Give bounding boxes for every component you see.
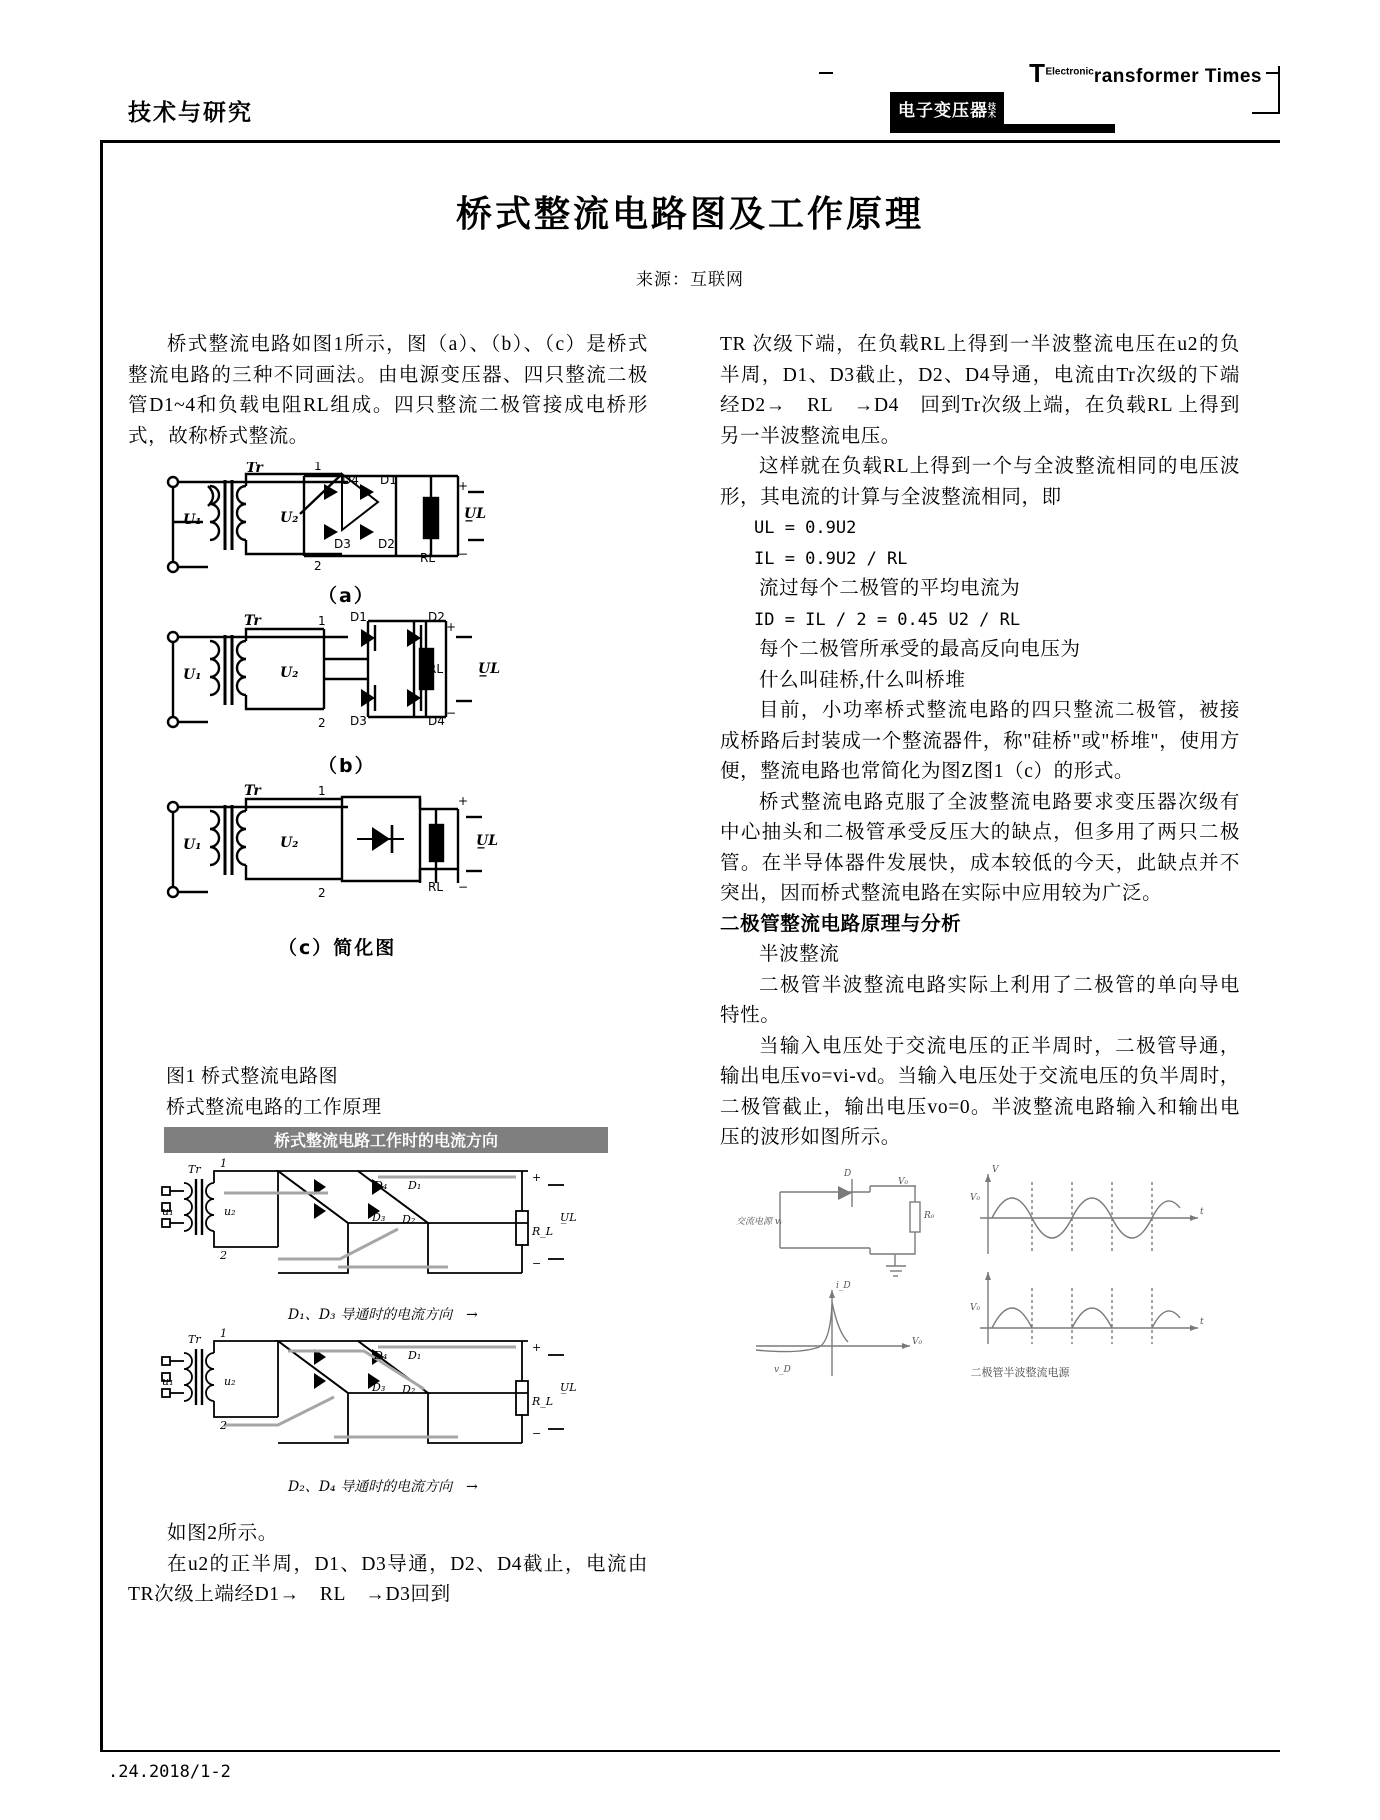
fig1c-plus: + bbox=[458, 794, 469, 808]
fig1b-node2: 2 bbox=[318, 716, 326, 730]
masthead-bar bbox=[890, 124, 1115, 133]
svg-text:2: 2 bbox=[220, 1249, 227, 1262]
figure-2-caption-top: D₁、D₃ 导通时的电流方向 → bbox=[288, 1307, 478, 1323]
svg-text:Tr: Tr bbox=[188, 1163, 201, 1176]
left-section-heading: 桥式整流电路的工作原理 bbox=[166, 1096, 382, 1118]
fig1-label-c: （c）简化图 bbox=[278, 937, 397, 959]
svg-text:Tr: Tr bbox=[188, 1333, 201, 1346]
svg-text:V₀: V₀ bbox=[970, 1302, 981, 1313]
figure-2-svg bbox=[128, 1127, 648, 1519]
masthead-rest: ransformer Times bbox=[1093, 66, 1262, 87]
masthead-chinese-tiny: 技 术 bbox=[988, 102, 996, 119]
svg-text:D₂: D₂ bbox=[402, 1213, 416, 1226]
figure-1-caption: 图1 桥式整流电路图 bbox=[166, 1066, 339, 1087]
left-margin-rule bbox=[100, 140, 103, 1750]
svg-text:D: D bbox=[844, 1168, 852, 1179]
fig1a-rl: RL bbox=[420, 551, 436, 565]
equation-ul: UL = 0.9U2 bbox=[754, 518, 857, 538]
fig1a-u2-label: U₂ bbox=[280, 510, 299, 526]
svg-text:U̲L: U̲L bbox=[560, 1381, 577, 1394]
fig1b-minus: − bbox=[446, 706, 457, 720]
right-heading: 二极管整流电路原理与分析 bbox=[720, 913, 962, 935]
figure-3-svg bbox=[720, 1162, 1240, 1382]
fig1a-d4: D4 bbox=[342, 473, 359, 487]
fig1c-u1-label: U₁ bbox=[183, 837, 202, 853]
svg-text:交流电源 vᵢ: 交流电源 vᵢ bbox=[736, 1216, 782, 1227]
fig1c-node1: 1 bbox=[318, 784, 326, 798]
fig1c-minus: − bbox=[458, 880, 469, 894]
right-subheading: 半波整流 bbox=[759, 944, 840, 965]
svg-text:1: 1 bbox=[220, 1327, 227, 1340]
svg-text:R_L: R_L bbox=[532, 1395, 554, 1408]
equation-il: IL = 0.9U2 / RL bbox=[754, 548, 908, 569]
equation-id: ID = IL / 2 = 0.45 U2 / RL bbox=[754, 609, 1021, 630]
left-column bbox=[128, 330, 648, 1611]
fig1b-node1: 1 bbox=[318, 614, 326, 628]
masthead-dash-left bbox=[819, 72, 833, 74]
fig1a-d1: D1 bbox=[380, 473, 397, 487]
page-number: .24.2018/1-2 bbox=[108, 1762, 231, 1782]
fig1c-ul-label: U̲L bbox=[476, 833, 499, 849]
fig1a-plus: + bbox=[458, 479, 469, 493]
svg-text:D₃: D₃ bbox=[372, 1211, 386, 1224]
svg-text:R₀: R₀ bbox=[924, 1210, 935, 1221]
svg-text:−: − bbox=[532, 1257, 542, 1270]
line-average-current: 流过每个二极管的平均电流为 bbox=[759, 578, 1021, 599]
footer-divider bbox=[100, 1750, 1280, 1752]
header-divider bbox=[100, 140, 1280, 143]
section-label: 技术与研究 bbox=[128, 100, 253, 126]
svg-text:R_L: R_L bbox=[532, 1225, 554, 1238]
left-paragraph-2: 如图2所示。 bbox=[167, 1523, 278, 1544]
figure-1-svg bbox=[128, 462, 648, 1062]
figure-2-caption-bottom: D₂、D₄ 导通时的电流方向 → bbox=[288, 1479, 478, 1495]
svg-text:u₂: u₂ bbox=[224, 1205, 236, 1218]
svg-text:U̲L: U̲L bbox=[560, 1211, 577, 1224]
right-paragraph-6: 当输入电压处于交流电压的正半周时，二极管导通，输出电压vo=vi-vd。当输入电压处于交流电压的负半周时，二极管截止，输出电压vo=0。半波整流电路输入和输出电压的波形如图所示。 bbox=[720, 1035, 1240, 1148]
svg-text:V₀: V₀ bbox=[970, 1192, 981, 1203]
fig1c-tr-label: Tr bbox=[244, 783, 261, 799]
line-question: 什么叫硅桥,什么叫桥堆 bbox=[759, 669, 966, 691]
svg-text:u₁: u₁ bbox=[162, 1375, 174, 1388]
page-title: 桥式整流电路图及工作原理 bbox=[455, 194, 924, 235]
fig1b-d2: D2 bbox=[428, 610, 445, 624]
fig1a-d3: D3 bbox=[334, 537, 351, 551]
fig1a-tr-label: Tr bbox=[246, 462, 263, 476]
page-header bbox=[0, 58, 1380, 140]
fig1a-minus: − bbox=[458, 547, 469, 561]
svg-text:t: t bbox=[1200, 1206, 1204, 1217]
fig1b-tr-label: Tr bbox=[244, 613, 261, 629]
svg-text:V₀: V₀ bbox=[898, 1176, 909, 1187]
figure-2 bbox=[128, 1127, 648, 1519]
svg-text:u₂: u₂ bbox=[224, 1375, 236, 1388]
fig1-label-a: （a） bbox=[318, 585, 375, 607]
svg-text:−: − bbox=[532, 1427, 542, 1440]
svg-text:D₁: D₁ bbox=[408, 1349, 422, 1362]
svg-text:t: t bbox=[1200, 1316, 1204, 1327]
svg-text:D₄: D₄ bbox=[374, 1179, 388, 1192]
fig1b-d1: D1 bbox=[350, 610, 367, 624]
right-paragraph-3: 目前，小功率桥式整流电路的四只整流二极管，被接成桥路后封装成一个整流器件，称"硅桥"或"桥堆"，使用方便，整流电路也常简化为图Z图1（c）的形式。 bbox=[720, 700, 1240, 782]
fig1b-u1-label: U₁ bbox=[183, 667, 202, 683]
fig1b-rl: RL bbox=[428, 662, 444, 676]
masthead-corner-rule bbox=[1252, 66, 1280, 114]
svg-text:D₁: D₁ bbox=[408, 1179, 422, 1192]
fig1a-ul-label: U̲L bbox=[464, 506, 487, 522]
masthead-english bbox=[1029, 58, 1262, 89]
masthead-chinese-text: 电子变压器 bbox=[898, 101, 988, 121]
fig1b-u2-label: U₂ bbox=[280, 665, 299, 681]
page-subtitle: 来源：互联网 bbox=[636, 270, 744, 289]
masthead-initial: T bbox=[1029, 58, 1046, 88]
right-paragraph-4: 桥式整流电路克服了全波整流电路要求变压器次级有中心抽头和二极管承受反压大的缺点，但多用了两只二极管。在半导体器件发展快，成本较低的今天，此缺点并不突出，因而桥式整流电路在实际中应用较为广泛。 bbox=[720, 791, 1240, 904]
fig1c-u2-label: U₂ bbox=[280, 835, 299, 851]
fig1b-ul-label: U̲L bbox=[478, 661, 501, 677]
left-paragraph-1: 桥式整流电路如图1所示，图（a）、（b）、（c）是桥式整流电路的三种不同画法。由电源变压器、四只整流二极管D1~4和负载电阻RL组成。四只整流二极管接成电桥形式，故称桥式整流。 bbox=[128, 334, 648, 447]
svg-text:V: V bbox=[992, 1164, 999, 1175]
masthead-chinese bbox=[890, 92, 1004, 126]
right-column bbox=[720, 330, 1240, 1382]
right-paragraph-2: 这样就在负载RL上得到一个与全波整流相同的电压波形，其电流的计算与全波整流相同，即 bbox=[720, 456, 1240, 508]
svg-text:i_D: i_D bbox=[836, 1280, 851, 1291]
svg-text:D₂: D₂ bbox=[402, 1383, 416, 1396]
svg-text:D₃: D₃ bbox=[372, 1381, 386, 1394]
svg-text:D₄: D₄ bbox=[374, 1349, 388, 1362]
fig1a-node1: 1 bbox=[314, 462, 322, 473]
right-paragraph-1: TR 次级下端，在负载RL上得到一半波整流电压在u2的负半周，D1、D3截止，D2、D4导通，电流由Tr次级的下端经D2→ RL →D4 回到Tr次级上端，在负载RL 上得到另一半波整流电压。 bbox=[720, 334, 1240, 447]
svg-text:v_D: v_D bbox=[774, 1364, 791, 1375]
masthead bbox=[780, 58, 1280, 138]
fig1b-d3: D3 bbox=[350, 714, 367, 728]
left-paragraph-3: 在u2的正半周，D1、D3导通，D2、D4截止，电流由TR次级上端经D1→ RL →D3回到 bbox=[128, 1553, 648, 1605]
fig1a-u1-label: U₁ bbox=[183, 512, 202, 528]
right-paragraph-5: 二极管半波整流电路实际上利用了二极管的单向导电特性。 bbox=[720, 974, 1240, 1026]
svg-text:V₀: V₀ bbox=[912, 1336, 923, 1347]
fig1a-node2: 2 bbox=[314, 559, 322, 573]
masthead-superscript: Electronic bbox=[1045, 66, 1094, 78]
svg-text:u₁: u₁ bbox=[162, 1205, 174, 1218]
fig1b-d4: D4 bbox=[428, 714, 445, 728]
svg-text:1: 1 bbox=[220, 1157, 227, 1170]
fig1c-node2: 2 bbox=[318, 886, 326, 900]
figure-3 bbox=[720, 1162, 1240, 1382]
svg-text:+: + bbox=[532, 1341, 542, 1354]
figure-2-banner: 桥式整流电路工作时的电流方向 bbox=[273, 1131, 499, 1150]
figure-1 bbox=[128, 462, 648, 1062]
fig1a-d2: D2 bbox=[378, 537, 395, 551]
figure-3-caption: 二极管半波整流电源 bbox=[970, 1365, 1070, 1379]
line-peak-reverse-voltage: 每个二极管所承受的最高反向电压为 bbox=[759, 639, 1081, 660]
fig1c-rl: RL bbox=[428, 880, 444, 894]
fig1-label-b: （b） bbox=[318, 755, 376, 777]
fig1b-plus: + bbox=[446, 620, 457, 634]
svg-text:+: + bbox=[532, 1171, 542, 1184]
svg-text:2: 2 bbox=[220, 1419, 227, 1432]
